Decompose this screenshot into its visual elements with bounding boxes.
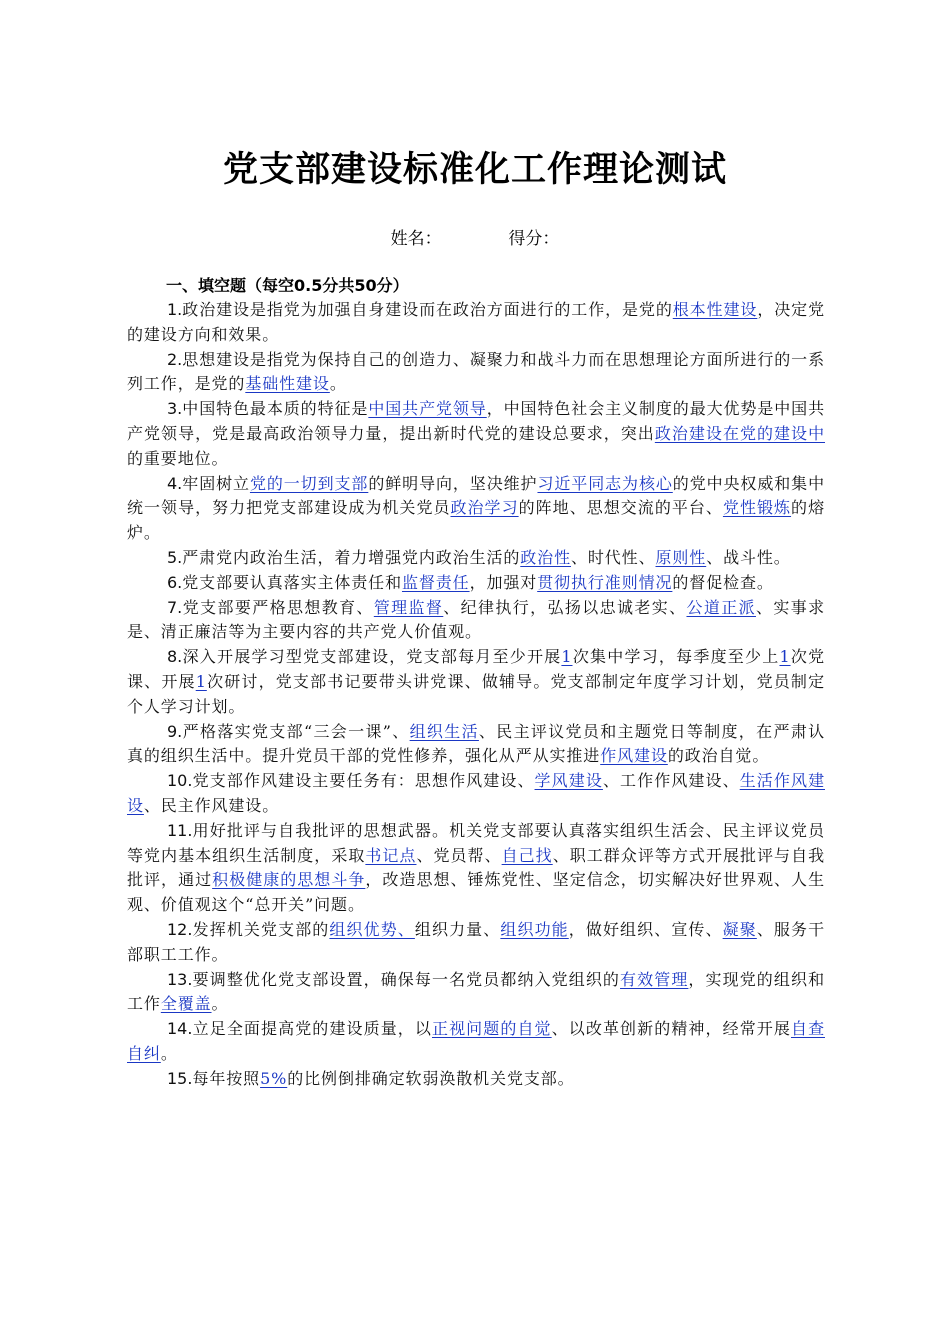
question-text: 次集中学习，每季度至少上	[572, 647, 780, 667]
question-text: 、以改革创新的精神，经常开展	[551, 1019, 791, 1039]
question-number: 1.	[167, 300, 183, 319]
question-text: 。	[329, 374, 347, 394]
answer-blank: 党的一切到支部	[249, 473, 369, 493]
answer-blank: 组织生活	[409, 721, 479, 741]
question-text: 发挥机关党支部的	[192, 919, 330, 939]
question-number: 6.	[167, 572, 183, 592]
question-text: 、服务干部职工工作。	[127, 919, 826, 964]
answer-blank: 管理监督	[373, 597, 444, 617]
answer-blank: 正视问题的自觉	[431, 1019, 552, 1039]
question-number: 10.	[167, 771, 193, 791]
question-text: 立足全面提高党的建设质量，以	[192, 1019, 432, 1039]
question-11	[127, 819, 825, 918]
question-text: ，加强对	[469, 572, 538, 592]
question-number: 5.	[167, 547, 183, 567]
answer-blank: 1	[779, 647, 791, 667]
question-text: 、党员帮、	[416, 845, 502, 865]
question-12	[127, 918, 825, 968]
question-text: ，实现党的组织和工作	[127, 969, 825, 1014]
name-label: 姓名：	[390, 229, 442, 249]
question-text: 、实事求是、清正廉洁等为主要内容的共产党人价值观。	[127, 597, 825, 642]
question-text: 次党课、开展	[127, 647, 825, 691]
question-text: ，中国特色社会主义制度的最大优势是中国共产党领导，党是最高政治领导力量，提出新时代党的建设总要求，突出	[127, 399, 825, 443]
question-number: 13.	[167, 969, 193, 989]
answer-blank: 根本性建设	[672, 300, 758, 319]
question-number: 11.	[167, 820, 193, 840]
answer-blank: 党性锻炼	[722, 498, 792, 518]
question-number: 3.	[167, 399, 183, 419]
question-text: 、时代性、	[570, 547, 656, 567]
answer-blank: 组织功能	[500, 919, 569, 939]
answer-blank: 自己找	[501, 845, 553, 865]
question-text: 要调整优化党支部设置，确保每一名党员都纳入党组织的	[192, 969, 621, 989]
question-number: 7.	[167, 597, 183, 617]
answer-blank: 监督责任	[401, 572, 470, 592]
question-text: 用好批评与自我批评的思想武器。机关党支部要认真落实组织生活会、民主评议党员等党内基本组织生活制度，采取	[127, 820, 825, 865]
score-label: 得分：	[508, 229, 560, 249]
question-15	[127, 1067, 825, 1092]
question-text: 、纪律执行，弘扬以忠诚老实、	[443, 597, 687, 617]
name-score-line	[0, 224, 950, 249]
answer-blank: 自查自纠	[127, 1019, 825, 1063]
question-3	[127, 397, 825, 471]
question-text: 、职工群众评等方式开展批评与自我批评，通过	[127, 845, 826, 890]
question-text: 的熔炉。	[127, 498, 825, 543]
answer-blank: 政治学习	[450, 498, 519, 518]
question-text: 。	[160, 1043, 178, 1063]
section-heading: 一、填空题（每空0.5分共50分）	[166, 276, 409, 295]
question-text: 思想建设是指党为保持自己的创造力、凝聚力和战斗力而在思想理论方面所进行的一系列工作，是党的	[127, 349, 825, 394]
question-6	[127, 571, 825, 596]
question-text: 党支部作风建设主要任务有：思想作风建设、	[192, 771, 535, 791]
answer-blank: 公道正派	[686, 597, 756, 617]
question-text: 的督促检查。	[672, 572, 774, 592]
question-2	[127, 348, 825, 398]
answer-blank: 组织优势、	[329, 919, 415, 939]
question-number: 4.	[167, 473, 183, 493]
question-text: 深入开展学习型党支部建设，党支部每月至少开展	[182, 647, 562, 667]
question-text: 、民主评议党员和主题党日等制度，在严肃认真的组织生活中。提升党员干部的党性修养，强化从严从实推进	[127, 721, 825, 766]
answer-blank: 学风建设	[534, 771, 603, 791]
question-1	[127, 298, 825, 348]
question-10	[127, 769, 825, 819]
question-text: ，改造思想、锤炼党性、坚定信念，切实解决好世界观、人生观、价值观这个“总开关”问题。	[127, 870, 825, 915]
question-text: ，决定党的建设方向和效果。	[127, 300, 825, 344]
question-text: ，做好组织、宣传、	[568, 919, 723, 939]
question-7	[127, 596, 825, 646]
answer-blank: 基础性建设	[245, 374, 330, 394]
question-text: 的政治自觉。	[667, 746, 770, 766]
answer-blank: 中国共产党领导	[368, 399, 487, 419]
question-text: 。	[211, 994, 229, 1014]
question-list	[127, 298, 825, 1092]
question-text: 的比例倒排确定软弱涣散机关党支部。	[287, 1068, 575, 1088]
answer-blank: 书记点	[365, 845, 417, 865]
question-text: 、工作作风建设、	[602, 771, 740, 791]
question-5	[127, 546, 825, 571]
question-9	[127, 720, 825, 770]
question-number: 9.	[167, 721, 183, 741]
question-text: 的党中央权威和集中统一领导，努力把党支部建设成为机关党员	[127, 473, 825, 518]
answer-blank: 政治性	[520, 547, 571, 567]
answer-blank: 1	[195, 671, 207, 691]
question-text: 的鲜明导向，坚决维护	[368, 473, 538, 493]
answer-blank: 全覆盖	[160, 994, 212, 1014]
question-13	[127, 968, 825, 1018]
question-number: 12.	[167, 919, 193, 939]
answer-blank: 作风建设	[600, 746, 668, 766]
question-text: 次研讨，党支部书记要带头讲党课、做辅导。党支部制定年度学习计划，党员制定个人学习计划。	[127, 671, 825, 716]
question-number: 15.	[167, 1068, 193, 1088]
document-title: 党支部建设标准化工作理论测试	[222, 149, 727, 190]
question-text: 严肃党内政治生活，着力增强党内政治生活的	[182, 547, 521, 567]
question-number: 14.	[167, 1019, 193, 1039]
answer-blank: 原则性	[655, 547, 707, 567]
question-text: 、民主作风建设。	[143, 795, 280, 815]
question-4	[127, 472, 825, 546]
question-text: 党支部要认真落实主体责任和	[182, 572, 402, 592]
question-text: 每年按照	[192, 1068, 261, 1088]
answer-blank: 1	[561, 647, 573, 667]
question-text: 的重要地位。	[127, 448, 229, 468]
question-text: 的阵地、思想交流的平台、	[518, 498, 723, 518]
question-text: 组织力量、	[414, 919, 501, 939]
answer-blank: 生活作风建设	[127, 771, 825, 815]
question-text: 牢固树立	[182, 473, 250, 493]
question-text: 党支部要严格思想教育、	[182, 597, 374, 617]
answer-blank: 政治建设在党的建设中	[654, 423, 825, 443]
question-number: 2.	[167, 349, 183, 369]
question-14	[127, 1017, 825, 1067]
question-text: 、战斗性。	[706, 547, 791, 567]
question-text: 严格落实党支部“三会一课”、	[182, 721, 410, 741]
question-text: 中国特色最本质的特征是	[182, 399, 369, 419]
question-number: 8.	[167, 647, 183, 667]
answer-blank: 积极健康的思想斗争	[212, 870, 366, 890]
answer-blank: 贯彻执行准则情况	[537, 572, 673, 592]
question-8	[127, 645, 825, 719]
answer-blank: 有效管理	[620, 969, 689, 989]
answer-blank: 凝聚	[722, 919, 757, 939]
answer-blank: 习近平同志为核心	[537, 473, 673, 493]
answer-blank: 5%	[260, 1068, 288, 1088]
question-text: 政治建设是指党为加强自身建设而在政治方面进行的工作，是党的	[182, 300, 673, 319]
